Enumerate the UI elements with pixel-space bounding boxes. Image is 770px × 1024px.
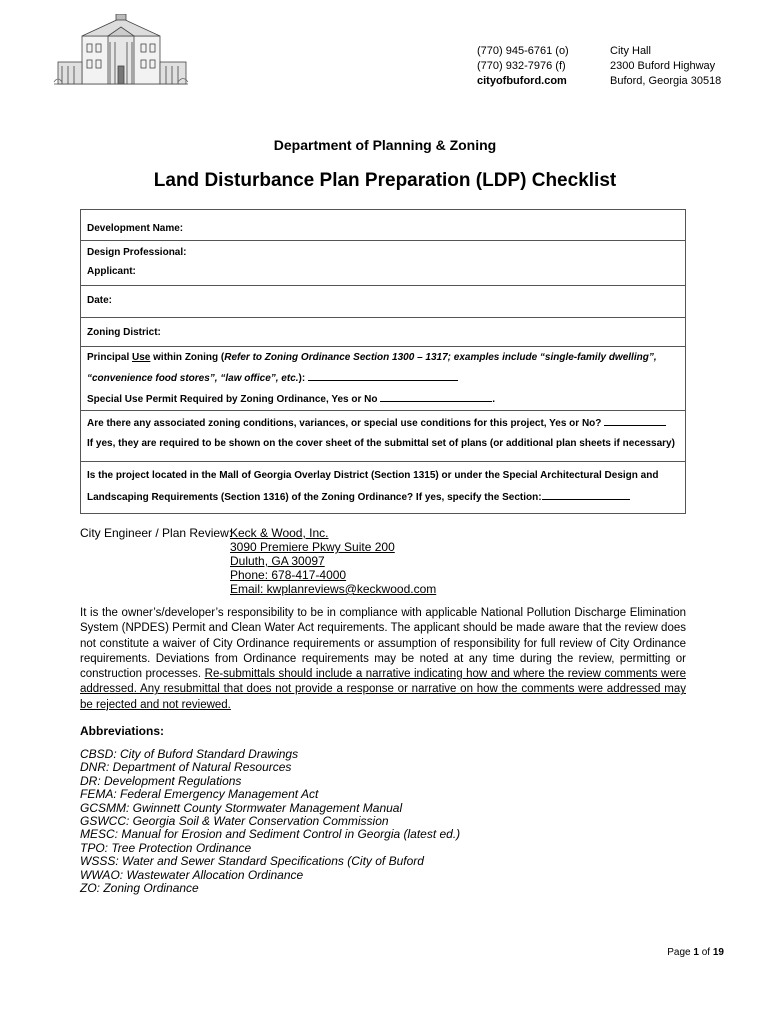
address-line-3: Buford, Georgia 30518 — [610, 75, 722, 87]
page-current: 1 — [693, 947, 699, 958]
applicant-field[interactable]: Applicant: — [87, 266, 136, 277]
engineer-label: City Engineer / Plan Review: — [80, 526, 233, 540]
list-item: TPO: Tree Protection Ordinance — [80, 840, 252, 855]
abbreviations-list — [80, 748, 460, 895]
engineer-phone: Phone: 678-417-4000 — [230, 568, 347, 582]
resubmittal-note: Re-submittals should include a narrative indicating how and where the review comments were addressed. Any resubmittal that does not provide a response or narrative on how the comments were addressed may be rejected and not reviewed. — [80, 668, 686, 711]
principal-use-line — [87, 347, 679, 368]
overlay-question: Is the project located in the Mall of Georgia Overlay District (Section 1315) or under the Special Architectural Design and — [87, 470, 659, 481]
engineer-city: Duluth, GA 30097 — [230, 554, 325, 568]
page-number — [667, 947, 724, 958]
address-line-2: 2300 Buford Highway — [610, 60, 716, 72]
conditions-blank[interactable] — [604, 413, 666, 426]
date-field[interactable]: Date: — [87, 295, 113, 306]
fax-number: (770) 932-7976 (f) — [477, 60, 566, 72]
contact-block — [477, 44, 569, 89]
conditions-note: If yes, they are required to be shown on the cover sheet of the submittal set of plans (or additional plan sheets if necessary) — [87, 438, 675, 449]
conditions-question: Are there any associated zoning conditions, variances, or special use conditions for this project, Yes or No? — [87, 418, 602, 429]
page-total: 19 — [712, 947, 724, 958]
overlay-section-blank[interactable] — [542, 487, 630, 500]
website-link[interactable]: cityofbuford.com — [477, 75, 567, 87]
use-prefix: Principal — [87, 352, 133, 363]
list-item: MESC: Manual for Erosion and Sediment Control in Georgia (latest ed.) — [80, 827, 461, 842]
overlay-line-2 — [87, 487, 679, 508]
principal-use-blank[interactable] — [308, 368, 458, 381]
special-use-blank[interactable] — [380, 389, 492, 402]
list-item: FEMA: Federal Emergency Management Act — [80, 787, 319, 802]
list-item: CBSD: City of Buford Standard Drawings — [80, 747, 299, 761]
zoning-district-field[interactable]: Zoning District: — [87, 327, 161, 338]
city-hall-logo — [52, 14, 190, 88]
checklist-form — [80, 209, 686, 514]
use-suffix: ): — [298, 373, 306, 384]
list-item: ZO: Zoning Ordinance — [80, 881, 199, 896]
list-item: WSSS: Water and Sewer Standard Specifications (City of Buford — [80, 854, 424, 869]
use-examples-1: Refer to Zoning Ordinance Section 1300 – 1317; examples include “single-family dwelling”, — [224, 352, 657, 363]
use-word: Use — [132, 352, 151, 363]
phone-number: (770) 945-6761 (o) — [477, 45, 569, 57]
overlay-question-2: Landscaping Requirements (Section 1316) of the Zoning Ordinance? If yes, specify the Section: — [87, 492, 542, 503]
engineer-street: 3090 Premiere Pkwy Suite 200 — [230, 540, 395, 554]
design-professional-field[interactable]: Design Professional: — [87, 247, 187, 258]
use-examples-2: “convenience food stores”, “law office”, etc. — [87, 373, 299, 384]
list-item: DNR: Department of Natural Resources — [80, 760, 292, 775]
list-item: GCSMM: Gwinnett County Stormwater Management Manual — [80, 800, 403, 815]
of-word: of — [698, 947, 713, 958]
conditions-line — [87, 411, 679, 434]
list-item: WWAO: Wastewater Allocation Ordinance — [80, 867, 304, 882]
development-name-field[interactable]: Development Name: — [87, 223, 184, 234]
engineer-email[interactable]: Email: kwplanreviews@keckwood.com — [230, 582, 437, 596]
paragraph-text: It is the owner’s/developer’s responsibility to be in compliance with applicable National Pollution Discharge Elimination System (NPDES) Permit and Clean Water Act requirements. The applicant should be made aware that the review does not constitute a waiver of City Ordinance requirements or assumption of responsibility for full review of City Ordinance requirements. Deviations from Ordinance requirements may be noted at any time during the review, permitting or construction processes. — [80, 607, 686, 681]
engineer-details — [230, 526, 436, 596]
abbreviations-heading: Abbreviations: — [80, 724, 165, 738]
address-block — [610, 44, 721, 89]
address-line-1: City Hall — [610, 45, 651, 57]
responsibility-paragraph — [80, 606, 686, 713]
engineer-firm: Keck & Wood, Inc. — [230, 526, 329, 540]
use-mid: within Zoning ( — [150, 352, 225, 363]
list-item: GSWCC: Georgia Soil & Water Conservation Commission — [80, 814, 389, 829]
page-word: Page — [667, 947, 694, 958]
special-use-line: Special Use Permit Required by Zoning Ordinance, Yes or No . — [87, 389, 679, 410]
department-heading: Department of Planning & Zoning — [273, 137, 497, 153]
principal-use-line-2 — [87, 368, 679, 389]
list-item: DR: Development Regulations — [80, 773, 242, 788]
page-title: Land Disturbance Plan Preparation (LDP) Checklist — [153, 170, 617, 191]
special-use-label: Special Use Permit Required by Zoning Ordinance, Yes or No — [87, 394, 378, 405]
